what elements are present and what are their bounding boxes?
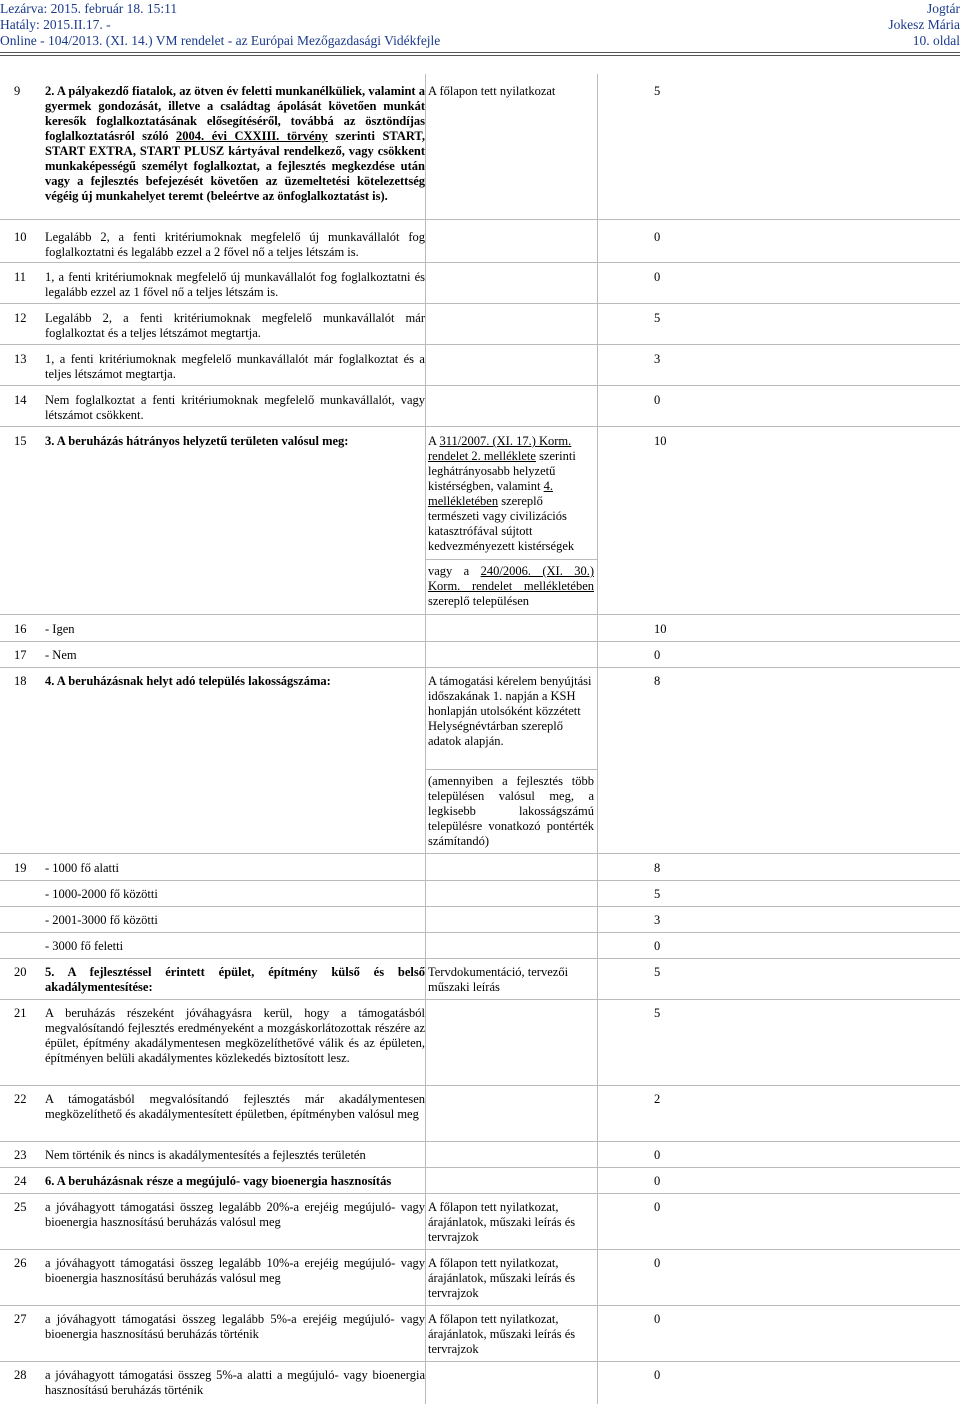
source-name: Jogtár xyxy=(927,1,960,16)
score: 0 xyxy=(654,1368,661,1382)
score: 0 xyxy=(654,939,661,953)
score: 5 xyxy=(654,84,661,98)
row-divider xyxy=(0,999,960,1000)
criterion-text: 6. A beruházásnak része a megújuló- vagy bioenergia hasznosítás xyxy=(45,1174,392,1188)
criterion-text: - Nem xyxy=(45,648,77,662)
row-divider xyxy=(0,958,960,959)
verification-text: A támogatási kérelem benyújtási időszakának 1. napján a KSH honlapján utolsóként közzétett Helységnévtárban szereplő adatok alapján. xyxy=(428,674,592,748)
row-number: 13 xyxy=(14,352,27,366)
criterion-text: 4. A beruházásnak helyt adó település lakosságszáma: xyxy=(45,674,331,688)
verification-text-2: (amennyiben a fejlesztés több településen valósul meg, a legkisebb lakosságszámú településre vonatkozó pontérték számítandó) xyxy=(428,774,594,848)
row-number: 18 xyxy=(14,674,27,688)
criterion-text: A támogatásból megvalósítandó fejlesztés már akadálymentesen megközelíthető és akadálymentesített épületben, építményben valósul meg xyxy=(45,1092,425,1121)
score: 0 xyxy=(654,393,661,407)
score: 0 xyxy=(654,1174,661,1188)
row-divider xyxy=(0,641,960,642)
cell-divider xyxy=(425,769,597,770)
document-title: Online - 104/2013. (XI. 14.) VM rendelet - az Európai Mezőgazdasági Vidékfejle xyxy=(0,33,441,48)
score: 0 xyxy=(654,648,661,662)
criterion-text: Legalább 2, a fenti kritériumoknak megfelelő munkavállalót már foglalkoztat és a teljes létszámot megtartja. xyxy=(45,311,425,340)
score: 5 xyxy=(654,887,661,901)
row-number: 17 xyxy=(14,648,27,662)
criterion-text: a jóváhagyott támogatási összeg legalább 5%-a erejéig megújuló- vagy bioenergia hasznosítású beruházás történik xyxy=(45,1312,425,1341)
criterion-text: Nem történik és nincs is akadálymentesítés a fejlesztés területén xyxy=(45,1148,366,1162)
score: 0 xyxy=(654,1148,661,1162)
row-number: 28 xyxy=(14,1368,27,1382)
criterion-text: Nem foglalkoztat a fenti kritériumoknak megfelelő munkavállalót, vagy létszámot csökkent. xyxy=(45,393,425,422)
row-divider xyxy=(0,344,960,345)
verification-text-2: vagy a 240/2006. (XI. 30.) Korm. rendelet mellékletében szereplő településen xyxy=(428,564,594,608)
row-number: 22 xyxy=(14,1092,27,1106)
score: 3 xyxy=(654,913,661,927)
row-divider xyxy=(0,385,960,386)
score: 10 xyxy=(654,434,667,448)
row-number: 12 xyxy=(14,311,27,325)
row-number: 20 xyxy=(14,965,27,979)
criterion-text: A beruházás részeként jóváhagyásra kerül, hogy a támogatásból megvalósítandó fejlesztés eredményeként a mozgáskorlátozottak részére az épület, építmény akadálymentesen megközelíthetővé válik és az épületen, építményen belüli akadálymentes közlekedés biztosított lesz. xyxy=(45,1006,425,1065)
verification-text: Tervdokumentáció, tervezői műszaki leírás xyxy=(428,965,569,994)
criterion-text: 1, a fenti kritériumoknak megfelelő munkavállalót már foglalkoztat és a teljes létszámot megtartja. xyxy=(45,352,425,381)
row-divider xyxy=(0,1193,960,1194)
page-number: 10. oldal xyxy=(912,33,960,48)
row-number: 26 xyxy=(14,1256,27,1270)
row-divider xyxy=(0,426,960,427)
verification-text: A főlapon tett nyilatkozat, árajánlatok, műszaki leírás és tervrajzok xyxy=(428,1256,576,1300)
row-divider xyxy=(0,906,960,907)
criterion-text: a jóváhagyott támogatási összeg legalább 20%-a erejéig megújuló- vagy bioenergia hasznosítású beruházás valósul meg xyxy=(45,1200,425,1229)
score: 2 xyxy=(654,1092,661,1106)
score: 5 xyxy=(654,965,661,979)
row-number: 16 xyxy=(14,622,27,636)
row-number: 23 xyxy=(14,1148,27,1162)
score: 5 xyxy=(654,1006,661,1020)
row-divider xyxy=(0,667,960,668)
criterion-text: - 1000 fő alatti xyxy=(45,861,119,875)
criterion-text: 5. A fejlesztéssel érintett épület, építmény külső és belső akadálymentesítése: xyxy=(45,965,425,994)
score: 3 xyxy=(654,352,661,366)
criterion-text: - Igen xyxy=(45,622,75,636)
verification-text: A főlapon tett nyilatkozat xyxy=(428,84,556,98)
criterion-text: - 3000 fő feletti xyxy=(45,939,124,953)
score: 0 xyxy=(654,230,661,244)
row-divider xyxy=(0,853,960,854)
document-header xyxy=(0,0,960,52)
row-number: 21 xyxy=(14,1006,27,1020)
row-divider xyxy=(0,1085,960,1086)
row-divider xyxy=(0,303,960,304)
row-number: 11 xyxy=(14,270,27,284)
column-divider xyxy=(425,74,426,1404)
verification-text: A főlapon tett nyilatkozat, árajánlatok, műszaki leírás és tervrajzok xyxy=(428,1200,576,1244)
user-name: Jokesz Mária xyxy=(888,17,960,32)
row-divider xyxy=(0,1305,960,1306)
row-divider xyxy=(0,614,960,615)
row-number: 25 xyxy=(14,1200,27,1214)
criterion-text: - 2001-3000 fő közötti xyxy=(45,913,158,927)
score: 8 xyxy=(654,861,661,875)
score: 8 xyxy=(654,674,661,688)
row-number: 19 xyxy=(14,861,27,875)
row-divider xyxy=(0,1361,960,1362)
row-divider xyxy=(0,262,960,263)
row-divider xyxy=(0,1249,960,1250)
row-number: 9 xyxy=(14,84,21,98)
column-divider xyxy=(597,74,598,1404)
header-divider xyxy=(0,52,960,53)
row-number: 10 xyxy=(14,230,27,244)
header-divider-2 xyxy=(0,55,960,56)
row-number: 27 xyxy=(14,1312,27,1326)
score: 0 xyxy=(654,270,661,284)
cell-divider xyxy=(425,559,597,560)
row-number: 15 xyxy=(14,434,27,448)
row-number: 24 xyxy=(14,1174,27,1188)
criterion-text: - 1000-2000 fő közötti xyxy=(45,887,158,901)
criterion-text: 2. A pályakezdő fiatalok, az ötven év feletti munkanélküliek, valamint a gyermek gondozását, illetve a családtag ápolását követően munkát keresők foglalkoztatásának elősegítéséről, továbbá az ösztöndíjas foglalkoztatásról szóló 2004. évi CXXIII. törvény szerinti START, START EXTRA, START PLUSZ kártyával rendelkező, vagy csökkent munkaképességű személyt foglalkoztat, a fejlesztés megkezdése után vagy a fejlesztés befejezését követően az üzemeltetési kötelezettség végéig új munkahelyet teremt (beleértve az önfoglalkoztatást is). xyxy=(45,84,425,203)
criterion-text: a jóváhagyott támogatási összeg 5%-a alatti a megújuló- vagy bioenergia hasznosítású beruházás történik xyxy=(45,1368,425,1397)
score: 5 xyxy=(654,311,661,325)
row-divider xyxy=(0,932,960,933)
row-divider xyxy=(0,1141,960,1142)
score: 0 xyxy=(654,1200,661,1214)
row-number: 14 xyxy=(14,393,27,407)
score: 0 xyxy=(654,1312,661,1326)
verification-text: A főlapon tett nyilatkozat, árajánlatok, műszaki leírás és tervrajzok xyxy=(428,1312,576,1356)
closed-date: Lezárva: 2015. február 18. 15:11 xyxy=(0,1,178,16)
score: 10 xyxy=(654,622,667,636)
criterion-text: a jóváhagyott támogatási összeg legalább 10%-a erejéig megújuló- vagy bioenergia hasznosítású beruházás valósul meg xyxy=(45,1256,425,1285)
verification-text: A 311/2007. (XI. 17.) Korm. rendelet 2. melléklete szerinti leghátrányosabb helyzetű kistérségben, valamint 4. mellékletében szereplő természeti vagy civilizációs katasztrófával sújtott kedvezményezett kistérségek xyxy=(428,434,576,553)
criterion-text: 3. A beruházás hátrányos helyzetű területen valósul meg: xyxy=(45,434,349,448)
effective-date: Hatály: 2015.II.17. - xyxy=(0,17,111,32)
criterion-text: Legalább 2, a fenti kritériumoknak megfelelő új munkavállalót fog foglalkoztatni és legalább ezzel a 2 fővel nő a teljes létszám is. xyxy=(45,230,425,259)
row-divider xyxy=(0,1167,960,1168)
score: 0 xyxy=(654,1256,661,1270)
criterion-text: 1, a fenti kritériumoknak megfelelő új munkavállalót fog foglalkoztatni és legalább ezzel az 1 fővel nő a teljes létszám is. xyxy=(45,270,425,299)
row-divider xyxy=(0,219,960,220)
row-divider xyxy=(0,880,960,881)
